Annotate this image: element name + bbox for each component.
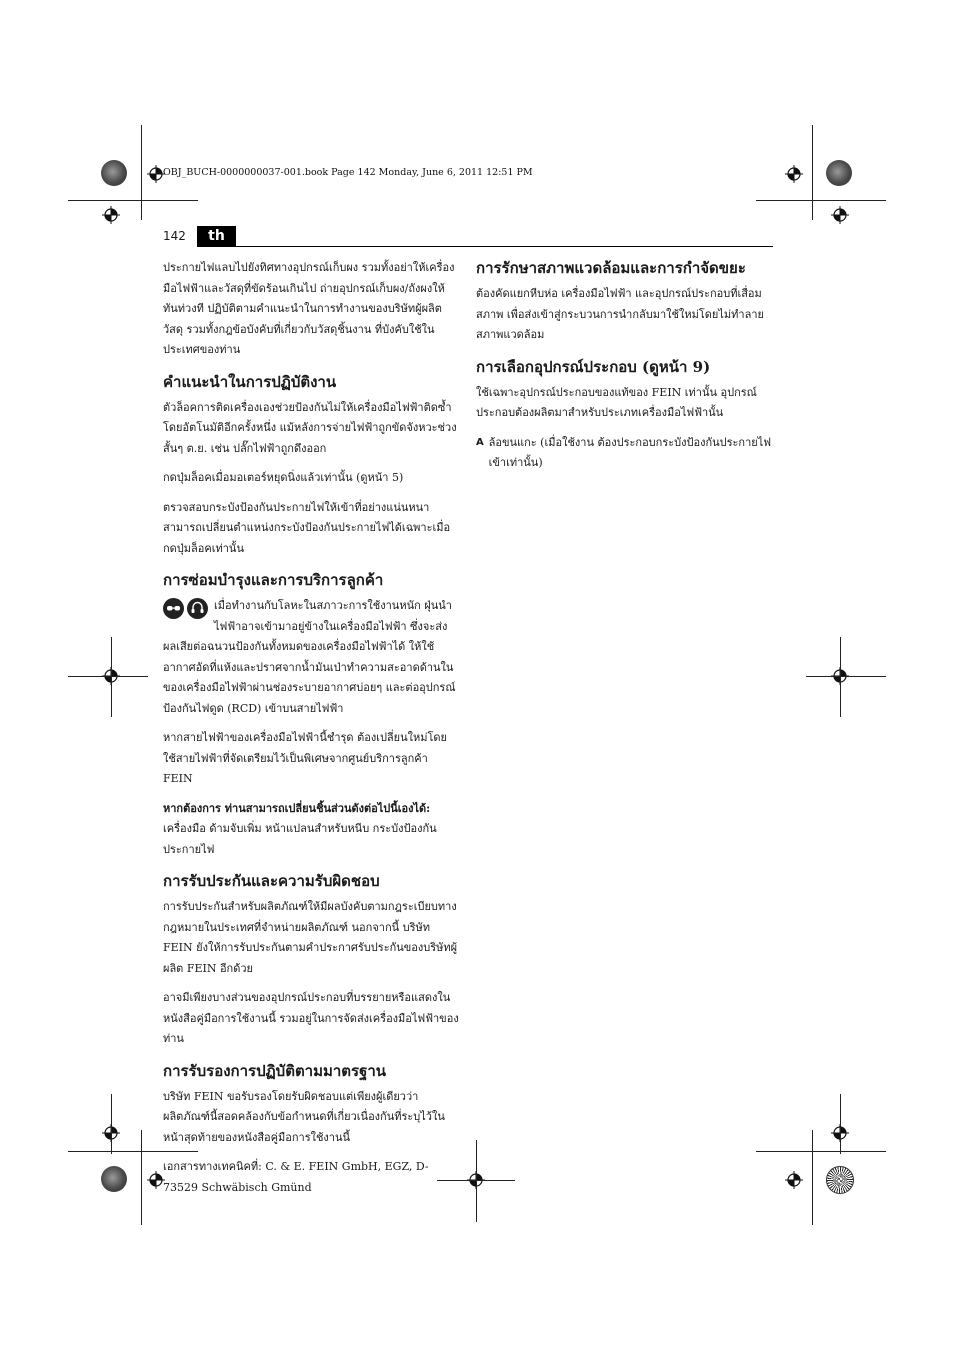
- warranty-heading: การรับประกันและความรับผิดชอบ: [163, 872, 380, 890]
- left-column: [163, 258, 459, 1207]
- conformity-heading: การรับรองการปฏิบัติตามมาตรฐาน: [163, 1061, 387, 1080]
- conformity-paragraph-1: บริษัท FEIN ขอรับรองโดยรับผิดชอบแต่เพียงผู้เดียวว่าผลิตภัณฑ์นี้สอดคล้องกับข้อกำหนดที่เกี่ยวเนื่องกันที่ระบุไว้ในหน้าสุดท้ายของหนังสือคู่มือการใช้งานนี้: [163, 1089, 445, 1144]
- accessories-heading: การเลือกอุปกรณ์ประกอบ (ดูหน้า 9): [476, 357, 711, 376]
- crop-mark-top-right-v: [812, 125, 813, 220]
- registration-ball-bottom-left: [101, 1166, 127, 1192]
- intro-paragraph: ประกายไฟแลบไปยังทิศทางอุปกรณ์เก็บผง รวมทั้งอย่าให้เครื่องมือไฟฟ้าและวัสดุที่ขัดร้อนเกินไป ถ่ายอุปกรณ์เก็บผง/ถังผงให้ทันท่วงที ปฏิบัติตามคำแนะนำในการทำงานของบริษัทผู้ผลิตวัสดุ รวมทั้งกฎข้อบังคับที่เกี่ยวกับวัสดุชิ้นงาน ที่บังคับใช้ในประเทศของท่าน: [163, 261, 455, 356]
- operating-paragraph-1: ตัวล็อคการติดเครื่องเองช่วยป้องกันไม่ให้เครื่องมือไฟฟ้าติดซ้ำโดยอัตโนมัติอีกครั้งหนึ่ง แม้หลังการจ่ายไฟฟ้าถูกขัดจังหวะช่วงสั้นๆ ต.ย. เช่น ปลั๊กไฟฟ้าถูกดึงออก: [163, 400, 457, 455]
- registration-ball-top-left: [101, 160, 127, 186]
- service-paragraph-1: เมื่อทำงานกับโลหะในสภาวะการใช้งานหนัก ฝุ่นนำไฟฟ้าอาจเข้ามาอยู่ข้างในเครื่องมือไฟฟ้า ซึ่งจะส่งผลเสียต่อฉนวนป้องกันทั้งหมดของเครื่องมือไฟฟ้าได้ ให้ใช้อากาศอัดที่แห้งและปราศจากน้ำมันเป่าทำความสะอาดด้านในของเครื่องมือไฟฟ้าผ่านช่องระบายอากาศบ่อยๆ และต่ออุปกรณ์ป้องกันไฟดูด (RCD) เข้าบนสายไฟฟ้า: [163, 599, 456, 715]
- page-number: 142: [163, 229, 186, 243]
- crop-mark-bottom-right-v: [812, 1130, 813, 1225]
- crop-mark-top-left-h: [68, 200, 198, 201]
- list-item: [476, 433, 772, 473]
- list-item-text: ล้อขนแกะ (เมื่อใช้งาน ต้องประกอบกระบังป้องกันประกายไฟเข้าเท่านั้น): [488, 435, 772, 469]
- service-paragraph-3-lead: หากต้องการ ท่านสามารถเปลี่ยนชิ้นส่วนดังต่อไปนี้เองได้:: [163, 801, 431, 815]
- registration-target-icon: [785, 1171, 803, 1189]
- service-block: [163, 596, 459, 719]
- registration-target-icon: [831, 206, 849, 224]
- language-badge: th: [197, 226, 236, 247]
- operating-heading: คำแนะนำในการปฏิบัติงาน: [163, 372, 337, 391]
- environment-paragraph: ต้องคัดแยกหีบห่อ เครื่องมือไฟฟ้า และอุปกรณ์ประกอบที่เสื่อมสภาพ เพื่อส่งเข้าสู่กระบวนการนำกลับมาใช้ใหม่โดยไม่ทำลายสภาพแวดล้อม: [476, 287, 764, 341]
- crop-mark-low-left-v: [111, 1094, 112, 1154]
- registration-ball-bottom-right: [826, 1166, 854, 1194]
- crop-mark-top-left-v: [141, 125, 142, 220]
- registration-ball-top-right: [826, 160, 852, 186]
- service-heading: การซ่อมบำรุงและการบริการลูกค้า: [163, 571, 384, 589]
- crop-mark-mid-right-v: [840, 637, 841, 717]
- accessories-paragraph: ใช้เฉพาะอุปกรณ์ประกอบของแท้ของ FEIN เท่านั้น อุปกรณ์ประกอบต้องผลิตมาสำหรับประเภทเครื่องมือไฟฟ้านั้น: [476, 385, 757, 419]
- print-file-info: OBJ_BUCH-0000000037-001.book Page 142 Monday, June 6, 2011 12:51 PM: [163, 167, 533, 178]
- registration-target-icon: [785, 165, 803, 183]
- operating-paragraph-2: กดปุ่มล็อคเมื่อมอเตอร์หยุดนิ่งแล้วเท่านั้น (ดูหน้า 5): [163, 471, 404, 484]
- crop-mark-mid-left-v: [111, 637, 112, 717]
- right-column: [476, 258, 772, 473]
- service-paragraph-2: หากสายไฟฟ้าของเครื่องมือไฟฟ้านี้ชำรุด ต้องเปลี่ยนใหม่โดยใช้สายไฟฟ้าที่จัดเตรียมไว้เป็นพิเศษจากศูนย์บริการลูกค้า FEIN: [163, 731, 448, 785]
- safety-icons: [163, 598, 208, 619]
- operating-paragraph-3: ตรวจสอบกระบังป้องกันประกายไฟให้เข้าที่อย่างแน่นหนา สามารถเปลี่ยนตำแหน่งกระบังป้องกันประกายไฟได้เฉพาะเมื่อกดปุ่มล็อคเท่านั้น: [163, 500, 451, 555]
- warranty-paragraph-2: อาจมีเพียงบางส่วนของอุปกรณ์ประกอบที่บรรยายหรือแสดงในหนังสือคู่มือการใช้งานนี้ รวมอยู่ในการจัดส่งเครื่องมือไฟฟ้าของท่าน: [163, 991, 459, 1045]
- ear-protection-icon: [187, 598, 208, 619]
- crop-mark-mid-left-h: [68, 676, 148, 677]
- crop-mark-mid-right-h: [806, 676, 886, 677]
- registration-target-icon: [102, 206, 120, 224]
- service-paragraph-3-rest: เครื่องมือ ด้ามจับเพิ่ม หน้าแปลนสำหรับหนีบ กระบังป้องกันประกายไฟ: [163, 822, 437, 856]
- crop-mark-top-right-h: [756, 200, 886, 201]
- crop-mark-bottom-left-v: [141, 1130, 142, 1225]
- crop-mark-low-right-v: [840, 1094, 841, 1154]
- warranty-paragraph-1: การรับประกันสำหรับผลิตภัณฑ์ให้มีผลบังคับตามกฎระเบียบทางกฎหมายในประเทศที่จำหน่ายผลิตภัณฑ์ นอกจากนี้ บริษัท FEIN ยังให้การรับประกันตามคำประกาศรับประกันของบริษัทผู้ผลิต FEIN อีกด้วย: [163, 900, 458, 975]
- environment-heading: การรักษาสภาพแวดล้อมและการกำจัดขยะ: [476, 259, 746, 277]
- safety-goggles-icon: [163, 598, 184, 619]
- crop-mark-bottom-center-v: [476, 1140, 477, 1222]
- conformity-paragraph-2: เอกสารทางเทคนิคที่: C. & E. FEIN GmbH, EGZ, D-73529 Schwäbisch Gmünd: [163, 1160, 429, 1194]
- header-rule: [236, 246, 773, 247]
- service-paragraph-3: [163, 799, 459, 861]
- crop-mark-bottom-right-h: [756, 1151, 886, 1152]
- list-item-key: A: [476, 436, 484, 448]
